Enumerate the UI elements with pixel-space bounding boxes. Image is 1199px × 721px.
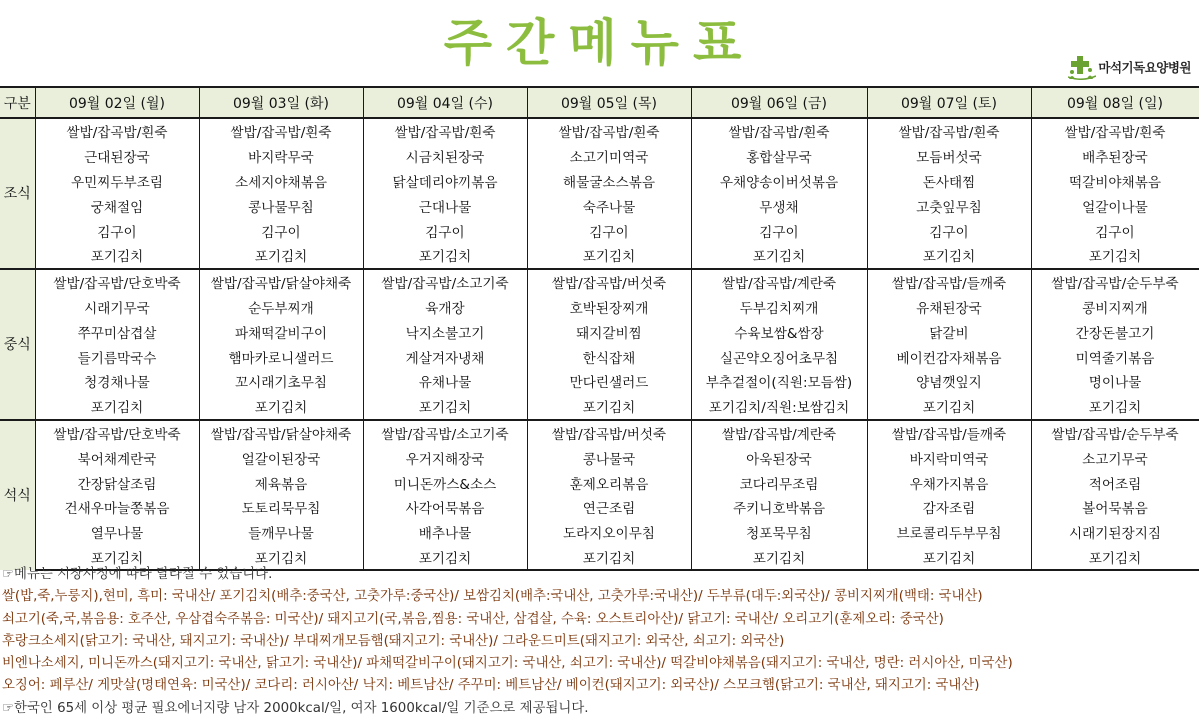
title-area xyxy=(0,0,1199,86)
menu-item: 쌀밥/잡곡밥/소고기죽 xyxy=(363,420,527,446)
menu-item: 열무나물 xyxy=(35,520,199,545)
menu-item: 쌀밥/잡곡밥/들깨죽 xyxy=(867,269,1031,295)
menu-item: 포기김치 xyxy=(363,243,527,269)
menu-item: 쌀밥/잡곡밥/흰죽 xyxy=(35,118,199,144)
menu-item: 김구이 xyxy=(1031,218,1199,243)
menu-item: 주키니호박볶음 xyxy=(691,495,867,520)
menu-item: 포기김치 xyxy=(867,394,1031,420)
menu-row xyxy=(0,144,1199,169)
meal-label: 석식 xyxy=(0,420,35,571)
menu-item: 배추된장국 xyxy=(1031,144,1199,169)
menu-item: 포기김치 xyxy=(527,545,691,571)
menu-item: 쌀밥/잡곡밥/버섯죽 xyxy=(527,420,691,446)
menu-item: 바지락무국 xyxy=(199,144,363,169)
menu-item: 유채된장국 xyxy=(867,295,1031,320)
menu-row xyxy=(0,344,1199,369)
menu-item: 건새우마늘쫑볶음 xyxy=(35,495,199,520)
menu-item: 수육보쌈&쌈장 xyxy=(691,319,867,344)
menu-item: 포기김치 xyxy=(199,243,363,269)
menu-item: 포기김치/직원:보쌈김치 xyxy=(691,394,867,420)
menu-item: 포기김치 xyxy=(199,394,363,420)
menu-item: 포기김치 xyxy=(35,545,199,571)
hospital-logo xyxy=(1068,54,1191,80)
menu-item: 배추나물 xyxy=(363,520,527,545)
menu-item: 포기김치 xyxy=(363,545,527,571)
menu-item: 아욱된장국 xyxy=(691,445,867,470)
menu-item: 포기김치 xyxy=(363,394,527,420)
menu-item: 적어조림 xyxy=(1031,470,1199,495)
menu-item: 포기김치 xyxy=(35,243,199,269)
menu-item: 포기김치 xyxy=(867,243,1031,269)
menu-item: 소고기무국 xyxy=(1031,445,1199,470)
cross-people-icon xyxy=(1068,54,1096,80)
note-line: 오징어: 페루산/ 게맛살(명태연육: 미국산)/ 코다리: 러시아산/ 낙지: 베트남산/ 주꾸미: 베트남산/ 베이컨(돼지고기: 외국산)/ 스모크햄(닭고기: 국내산, 돼지고기: 국내산) xyxy=(2,678,980,694)
note-line: ☞한국인 65세 이상 평균 필요에너지량 남자 2000kcal/일, 여자 1600kcal/일 기준으로 제공됩니다. xyxy=(2,700,589,716)
menu-item: 근대된장국 xyxy=(35,144,199,169)
menu-item: 김구이 xyxy=(691,218,867,243)
menu-item: 포기김치 xyxy=(527,243,691,269)
menu-item: 순두부찌개 xyxy=(199,295,363,320)
menu-item: 파채떡갈비구이 xyxy=(199,319,363,344)
menu-item: 모듬버섯국 xyxy=(867,144,1031,169)
menu-item: 코다리무조림 xyxy=(691,470,867,495)
menu-item: 포기김치 xyxy=(867,545,1031,571)
menu-row xyxy=(0,495,1199,520)
menu-item: 고춧잎무침 xyxy=(867,193,1031,218)
menu-item: 청경채나물 xyxy=(35,369,199,394)
menu-item: 제육볶음 xyxy=(199,470,363,495)
menu-item: 쌀밥/잡곡밥/순두부죽 xyxy=(1031,269,1199,295)
menu-item: 포기김치 xyxy=(199,545,363,571)
menu-item: 포기김치 xyxy=(1031,394,1199,420)
menu-item: 실곤약오징어초무침 xyxy=(691,344,867,369)
note-line: 쌀(밥,죽,누룽지),현미, 흑미: 국내산/ 포기김치(배추:중국산, 고춧가루:중국산)/ 보쌈김치(배추:국내산, 고춧가루:국내산)/ 두부류(대두:외국산)/ 콩비지찌개(백태: 국내산) xyxy=(2,589,983,605)
weekly-menu-table xyxy=(0,86,1199,571)
menu-item: 쌀밥/잡곡밥/닭살야채죽 xyxy=(199,269,363,295)
menu-row xyxy=(0,520,1199,545)
menu-item: 도라지오이무침 xyxy=(527,520,691,545)
menu-item: 훈제오리볶음 xyxy=(527,470,691,495)
menu-item: 우채양송이버섯볶음 xyxy=(691,169,867,194)
menu-item: 쌀밥/잡곡밥/흰죽 xyxy=(691,118,867,144)
menu-row xyxy=(0,319,1199,344)
menu-item: 청포묵무침 xyxy=(691,520,867,545)
day-header: 09월 06일 (금) xyxy=(691,87,867,118)
menu-item: 김구이 xyxy=(35,218,199,243)
menu-item: 양념깻잎지 xyxy=(867,369,1031,394)
menu-item: 시래기무국 xyxy=(35,295,199,320)
menu-item: 쌀밥/잡곡밥/소고기죽 xyxy=(363,269,527,295)
menu-item: 두부김치찌개 xyxy=(691,295,867,320)
menu-item: 콩비지찌개 xyxy=(1031,295,1199,320)
menu-item: 소세지야채볶음 xyxy=(199,169,363,194)
menu-item: 게살겨자냉채 xyxy=(363,344,527,369)
menu-item: 홍합살무국 xyxy=(691,144,867,169)
menu-item: 연근조림 xyxy=(527,495,691,520)
menu-item: 콩나물국 xyxy=(527,445,691,470)
menu-item: 김구이 xyxy=(199,218,363,243)
menu-item: 육개장 xyxy=(363,295,527,320)
menu-item: 김구이 xyxy=(867,218,1031,243)
menu-item: 감자조림 xyxy=(867,495,1031,520)
menu-item: 햄마카로니샐러드 xyxy=(199,344,363,369)
menu-item: 간장닭살조림 xyxy=(35,470,199,495)
menu-row xyxy=(0,218,1199,243)
menu-item: 사각어묵볶음 xyxy=(363,495,527,520)
meal-label: 중식 xyxy=(0,269,35,420)
menu-item: 쌀밥/잡곡밥/계란죽 xyxy=(691,420,867,446)
menu-item: 포기김치 xyxy=(1031,243,1199,269)
menu-item: 꼬시래기초무침 xyxy=(199,369,363,394)
menu-item: 베이컨감자채볶음 xyxy=(867,344,1031,369)
meal-label: 조식 xyxy=(0,118,35,269)
menu-row xyxy=(0,118,1199,144)
note-line: 비엔나소세지, 미니돈까스(돼지고기: 국내산, 닭고기: 국내산)/ 파채떡갈비구이(돼지고기: 국내산, 쇠고기: 국내산)/ 떡갈비야채볶음(돼지고기: 국내산, 명란: 러시아산, 미국산) xyxy=(2,656,1013,672)
menu-item: 미니돈까스&소스 xyxy=(363,470,527,495)
gubun-header: 구분 xyxy=(0,87,35,118)
menu-item: 우거지해장국 xyxy=(363,445,527,470)
menu-item: 무생채 xyxy=(691,193,867,218)
menu-item: 쌀밥/잡곡밥/흰죽 xyxy=(363,118,527,144)
menu-row xyxy=(0,445,1199,470)
menu-item: 쌀밥/잡곡밥/단호박죽 xyxy=(35,420,199,446)
day-header: 09월 04일 (수) xyxy=(363,87,527,118)
day-header: 09월 05일 (목) xyxy=(527,87,691,118)
menu-row xyxy=(0,369,1199,394)
menu-item: 포기김치 xyxy=(527,394,691,420)
menu-row xyxy=(0,269,1199,295)
menu-item: 브로콜리두부무침 xyxy=(867,520,1031,545)
menu-item: 유채나물 xyxy=(363,369,527,394)
menu-item: 북어채계란국 xyxy=(35,445,199,470)
menu-item: 떡갈비야채볶음 xyxy=(1031,169,1199,194)
menu-item: 해물굴소스볶음 xyxy=(527,169,691,194)
day-header: 09월 07일 (토) xyxy=(867,87,1031,118)
menu-item: 숙주나물 xyxy=(527,193,691,218)
menu-item: 들깨무나물 xyxy=(199,520,363,545)
menu-item: 부추겉절이(직원:모듬쌈) xyxy=(691,369,867,394)
menu-item: 쌀밥/잡곡밥/버섯죽 xyxy=(527,269,691,295)
menu-item: 소고기미역국 xyxy=(527,144,691,169)
menu-item: 쌀밥/잡곡밥/흰죽 xyxy=(199,118,363,144)
menu-item: 돼지갈비찜 xyxy=(527,319,691,344)
menu-item: 돈사태찜 xyxy=(867,169,1031,194)
menu-item: 김구이 xyxy=(527,218,691,243)
menu-row xyxy=(0,169,1199,194)
hospital-name: 마석기독요양병원 xyxy=(1098,60,1191,75)
menu-item: 만다린샐러드 xyxy=(527,369,691,394)
menu-row xyxy=(0,420,1199,446)
menu-item: 닭갈비 xyxy=(867,319,1031,344)
menu-row xyxy=(0,470,1199,495)
note-line: 쇠고기(죽,국,볶음용: 호주산, 우삼겹숙주볶음: 미국산)/ 돼지고기(국,볶음,찜용: 국내산, 삼겹살, 수육: 오스트리아산)/ 닭고기: 국내산/ 오리고기(훈제오리: 중국산) xyxy=(2,611,944,627)
menu-item: 호박된장찌개 xyxy=(527,295,691,320)
menu-item: 쭈꾸미삼겹살 xyxy=(35,319,199,344)
day-header: 09월 02일 (월) xyxy=(35,87,199,118)
menu-item: 쌀밥/잡곡밥/닭살야채죽 xyxy=(199,420,363,446)
menu-item: 명이나물 xyxy=(1031,369,1199,394)
menu-item: 쌀밥/잡곡밥/흰죽 xyxy=(867,118,1031,144)
day-header: 09월 08일 (일) xyxy=(1031,87,1199,118)
menu-item: 볼어묵볶음 xyxy=(1031,495,1199,520)
menu-item: 김구이 xyxy=(363,218,527,243)
menu-row xyxy=(0,243,1199,269)
page-title: 주간메뉴표 xyxy=(443,14,756,72)
menu-row xyxy=(0,295,1199,320)
menu-item: 우민찌두부조림 xyxy=(35,169,199,194)
origin-notes xyxy=(2,564,1197,720)
menu-item: 쌀밥/잡곡밥/단호박죽 xyxy=(35,269,199,295)
menu-item: 포기김치 xyxy=(35,394,199,420)
menu-item: 미역줄기볶음 xyxy=(1031,344,1199,369)
menu-item: 포기김치 xyxy=(691,243,867,269)
menu-item: 한식잡채 xyxy=(527,344,691,369)
menu-item: 바지락미역국 xyxy=(867,445,1031,470)
menu-item: 닭살데리야끼볶음 xyxy=(363,169,527,194)
menu-item: 시금치된장국 xyxy=(363,144,527,169)
menu-item: 들기름막국수 xyxy=(35,344,199,369)
menu-item: 간장돈불고기 xyxy=(1031,319,1199,344)
menu-item: 콩나물무침 xyxy=(199,193,363,218)
day-header: 09월 03일 (화) xyxy=(199,87,363,118)
menu-item: 근대나물 xyxy=(363,193,527,218)
menu-item: 도토리묵무침 xyxy=(199,495,363,520)
note-line: 후랑크소세지(닭고기: 국내산, 돼지고기: 국내산)/ 부대찌개모듬햄(돼지고기: 국내산)/ 그라운드미트(돼지고기: 외국산, 쇠고기: 외국산) xyxy=(2,633,785,649)
menu-item: 궁채절임 xyxy=(35,193,199,218)
menu-row xyxy=(0,394,1199,420)
menu-item: 쌀밥/잡곡밥/순두부죽 xyxy=(1031,420,1199,446)
menu-item: 쌀밥/잡곡밥/흰죽 xyxy=(527,118,691,144)
menu-item: 얼갈이나물 xyxy=(1031,193,1199,218)
header-row xyxy=(0,87,1199,118)
menu-item: 포기김치 xyxy=(691,545,867,571)
menu-item: 낙지소불고기 xyxy=(363,319,527,344)
menu-item: 포기김치 xyxy=(1031,545,1199,571)
menu-item: 얼갈이된장국 xyxy=(199,445,363,470)
menu-item: 쌀밥/잡곡밥/들깨죽 xyxy=(867,420,1031,446)
menu-item: 쌀밥/잡곡밥/계란죽 xyxy=(691,269,867,295)
note-line: ☞메뉴는 시장사정에 따라 달라질 수 있습니다. xyxy=(2,567,273,582)
menu-row xyxy=(0,193,1199,218)
menu-item: 우채가지볶음 xyxy=(867,470,1031,495)
menu-item: 쌀밥/잡곡밥/흰죽 xyxy=(1031,118,1199,144)
menu-item: 시래기된장지짐 xyxy=(1031,520,1199,545)
